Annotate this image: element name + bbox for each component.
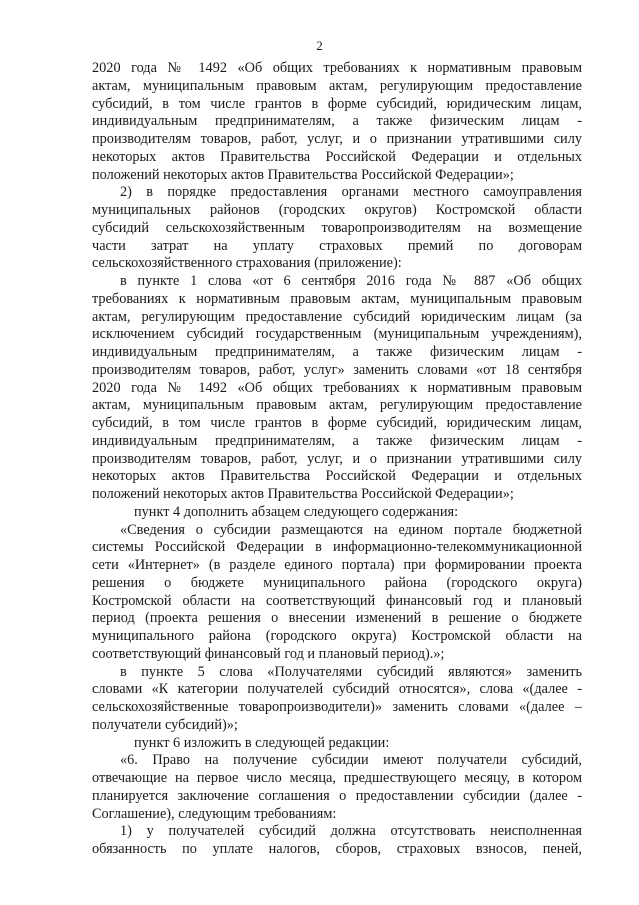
text-line: производителям товаров, работ, услуг, и о признании утратившими силу (92, 131, 582, 147)
text-line: муниципального района (городского округа) Костромской области на (92, 628, 582, 644)
text-line: соответствующий финансовый год и плановый период).»; (92, 645, 445, 662)
text-line: системы Российской Федерации в информационно-телекоммуникационной (92, 539, 582, 556)
text-line: положений некоторых актов Правительства Российской Федерации»; (92, 486, 514, 502)
text-line: получатели субсидий)»; (92, 716, 238, 733)
text-line: субсидий сельскохозяйственным товаропроизводителям на возмещение (92, 219, 582, 236)
text-line: Костромской области на соответствующий финансовый год и плановый (92, 592, 582, 609)
page-number: 2 (316, 38, 323, 53)
text-line: субсидий, в том числе грантов в форме субсидий, юридическим лицам, (92, 415, 582, 431)
text-line: словами «К категории получателей субсидий относятся», слова «(далее - (92, 681, 582, 698)
text-line: пункт 6 изложить в следующей редакции: (134, 734, 390, 751)
text-line: сети «Интернет» (в разделе единого портала) при формировании проекта (92, 557, 582, 573)
text-line: некоторых актов Правительства Российской Федерации и отдельных (92, 468, 582, 485)
text-line: отвечающие на первое число месяца, предшествующего месяцу, в котором (92, 770, 582, 786)
text-line: планируется заключение соглашения о предоставлении субсидии (далее - (92, 787, 582, 804)
text-line: 2020 года № 1492 «Об общих требованиях к нормативным правовым (92, 60, 582, 76)
text-line: пункт 4 дополнить абзацем следующего содержания: (134, 503, 459, 520)
text-line: актам, муниципальным правовым актам, регулирующим предоставление (92, 77, 582, 94)
text-line: производителям товаров, работ, услуг» заменить словами «от 18 сентября (92, 361, 582, 378)
text-line: субсидий, в том числе грантов в форме субсидий, юридическим лицам, (92, 95, 582, 112)
text-line: обязанность по уплате налогов, сборов, страховых взносов, пеней, (92, 841, 582, 857)
text-line: Соглашение), следующим требованиям: (92, 805, 337, 822)
text-line: 2020 года № 1492 «Об общих требованиях к нормативным правовым (92, 379, 582, 396)
text-line: сельскохозяйственного страхования (приложение): (92, 255, 402, 272)
text-line: в пункте 1 слова «от 6 сентября 2016 года № 887 «Об общих (120, 273, 582, 289)
text-line: индивидуальным предпринимателям, а также физическим лицам - (92, 344, 582, 360)
text-line: «Сведения о субсидии размещаются на едином портале бюджетной (120, 521, 582, 538)
text-line: актам, регулирующим предоставление субсидий юридическим лицам (за (92, 308, 582, 325)
text-line: решения о бюджете муниципального района (городского округа) (92, 574, 582, 591)
text-line: требованиях к нормативным правовым актам, муниципальным правовым (92, 290, 582, 307)
text-line: части затрат на уплату страховых премий по договорам (92, 237, 582, 254)
document-body (92, 60, 582, 859)
text-line: 2) в порядке предоставления органами местного самоуправления (120, 184, 582, 201)
text-line: сельскохозяйственные товаропроизводители)» заменить словами «(далее – (92, 699, 582, 715)
text-line: некоторых актов Правительства Российской Федерации и отдельных (92, 148, 582, 165)
text-line: исключением субсидий государственным (муниципальным учреждениям), (92, 326, 582, 343)
text-line: индивидуальным предпринимателям, а также физическим лицам - (92, 113, 582, 130)
text-line: «6. Право на получение субсидии имеют получатели субсидий, (120, 752, 582, 769)
text-line: индивидуальным предпринимателям, а также физическим лицам - (92, 432, 582, 449)
text-line: период (проекта решения о внесении изменений в решение о бюджете (92, 610, 582, 627)
text-line: в пункте 5 слова «Получателями субсидий являются» заменить (120, 663, 582, 680)
text-line: положений некоторых актов Правительства Российской Федерации»; (92, 166, 514, 183)
text-line: производителям товаров, работ, услуг, и о признании утратившими силу (92, 450, 582, 467)
text-line: муниципальных районов (городских округов) Костромской области (92, 202, 582, 218)
text-line: 1) у получателей субсидий должна отсутствовать неисполненная (120, 823, 582, 840)
text-line: актам, муниципальным правовым актам, регулирующим предоставление (92, 397, 582, 414)
